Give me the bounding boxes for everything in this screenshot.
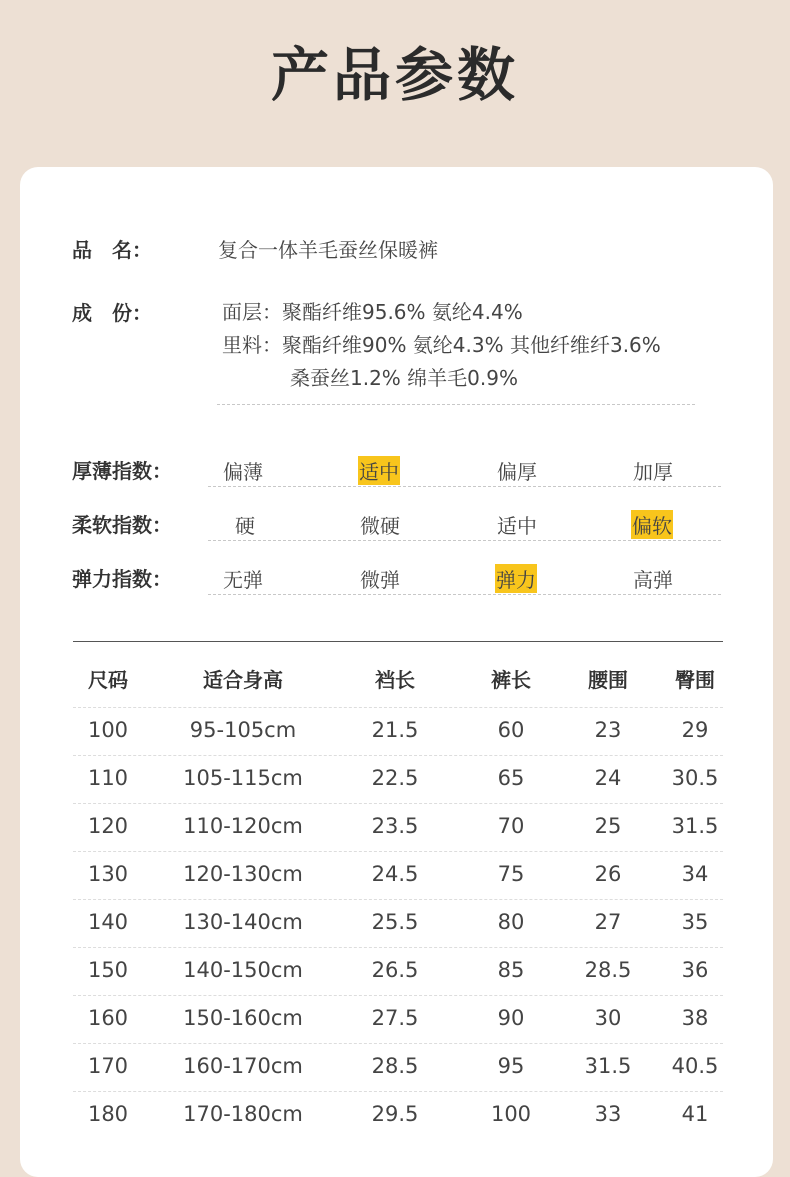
table-cell: 95: [497, 1054, 525, 1078]
table-cell: 27.5: [371, 1006, 419, 1030]
table-cell: 23.5: [371, 814, 419, 838]
index-label: 弹力指数：: [72, 567, 172, 591]
product-name-label: 品 名：: [72, 238, 152, 262]
table-cell: 140: [87, 910, 129, 934]
table-cell: 28.5: [371, 1054, 419, 1078]
index-option: 加厚: [633, 460, 673, 484]
table-row-divider: [73, 707, 723, 708]
table-cell: 28.5: [584, 958, 632, 982]
table-cell: 24: [594, 766, 622, 790]
table-row-divider: [73, 899, 723, 900]
table-row-divider: [73, 851, 723, 852]
table-cell: 180: [87, 1102, 129, 1126]
table-cell: 30: [594, 1006, 622, 1030]
table-cell: 120: [87, 814, 129, 838]
index-option-selected: 适中: [358, 456, 400, 485]
table-row-divider: [73, 1091, 723, 1092]
table-cell: 30.5: [671, 766, 719, 790]
table-cell: 27: [594, 910, 622, 934]
table-cell: 60: [497, 718, 525, 742]
table-cell: 22.5: [371, 766, 419, 790]
table-cell: 29: [681, 718, 709, 742]
table-cell: 35: [681, 910, 709, 934]
table-cell: 31.5: [584, 1054, 632, 1078]
table-cell: 36: [681, 958, 709, 982]
table-cell: 85: [497, 958, 525, 982]
table-cell: 110-120cm: [183, 814, 303, 838]
index-option: 微硬: [360, 514, 400, 538]
table-cell: 140-150cm: [183, 958, 303, 982]
table-cell: 160-170cm: [183, 1054, 303, 1078]
index-option-selected: 偏软: [631, 510, 673, 539]
table-cell: 160: [87, 1006, 129, 1030]
table-header-cell: 适合身高: [203, 668, 283, 692]
table-cell: 29.5: [371, 1102, 419, 1126]
table-cell: 31.5: [671, 814, 719, 838]
table-cell: 38: [681, 1006, 709, 1030]
table-cell: 90: [497, 1006, 525, 1030]
table-header-cell: 裤长: [491, 668, 531, 692]
table-cell: 23: [594, 718, 622, 742]
table-cell: 21.5: [371, 718, 419, 742]
table-row-divider: [73, 947, 723, 948]
table-cell: 100: [87, 718, 129, 742]
index-option-selected: 弹力: [495, 564, 537, 593]
index-divider: [208, 540, 721, 541]
table-cell: 40.5: [671, 1054, 719, 1078]
table-cell: 170: [87, 1054, 129, 1078]
size-table-top-rule: [73, 641, 723, 642]
composition-divider: [217, 404, 695, 405]
index-option: 适中: [497, 514, 537, 538]
composition-line-2: 里料：聚酯纤维90% 氨纶4.3% 其他纤维纤3.6%: [222, 333, 661, 357]
index-divider: [208, 486, 721, 487]
table-row-divider: [73, 803, 723, 804]
index-label: 柔软指数：: [72, 513, 172, 537]
index-label: 厚薄指数：: [72, 459, 172, 483]
table-row-divider: [73, 1043, 723, 1044]
table-cell: 150-160cm: [183, 1006, 303, 1030]
table-header-cell: 腰围: [588, 668, 628, 692]
product-name-value: 复合一体羊毛蚕丝保暖裤: [218, 238, 438, 262]
table-cell: 41: [681, 1102, 709, 1126]
index-option: 无弹: [223, 568, 263, 592]
table-cell: 110: [87, 766, 129, 790]
composition-line-3: 桑蚕丝1.2% 绵羊毛0.9%: [290, 366, 518, 390]
table-cell: 130: [87, 862, 129, 886]
table-cell: 25.5: [371, 910, 419, 934]
table-row-divider: [73, 755, 723, 756]
table-cell: 26: [594, 862, 622, 886]
table-cell: 75: [497, 862, 525, 886]
index-option: 偏薄: [223, 460, 263, 484]
table-cell: 65: [497, 766, 525, 790]
table-row-divider: [73, 995, 723, 996]
composition-line-1: 面层：聚酯纤维95.6% 氨纶4.4%: [222, 300, 523, 324]
table-cell: 100: [490, 1102, 532, 1126]
table-cell: 120-130cm: [183, 862, 303, 886]
table-cell: 25: [594, 814, 622, 838]
index-option: 微弹: [360, 568, 400, 592]
table-cell: 130-140cm: [183, 910, 303, 934]
page-title: 产品参数: [270, 41, 519, 109]
table-cell: 24.5: [371, 862, 419, 886]
table-cell: 26.5: [371, 958, 419, 982]
table-cell: 170-180cm: [183, 1102, 303, 1126]
index-option: 硬: [235, 514, 255, 538]
table-header-cell: 尺码: [88, 668, 128, 692]
table-cell: 34: [681, 862, 709, 886]
table-cell: 70: [497, 814, 525, 838]
index-divider: [208, 594, 721, 595]
table-cell: 150: [87, 958, 129, 982]
index-option: 偏厚: [497, 460, 537, 484]
composition-label: 成 份：: [72, 301, 152, 325]
table-cell: 80: [497, 910, 525, 934]
index-option: 高弹: [633, 568, 673, 592]
table-header-cell: 裆长: [375, 668, 415, 692]
table-cell: 33: [594, 1102, 622, 1126]
table-header-cell: 臀围: [675, 668, 715, 692]
table-cell: 105-115cm: [183, 766, 303, 790]
table-cell: 95-105cm: [189, 718, 297, 742]
